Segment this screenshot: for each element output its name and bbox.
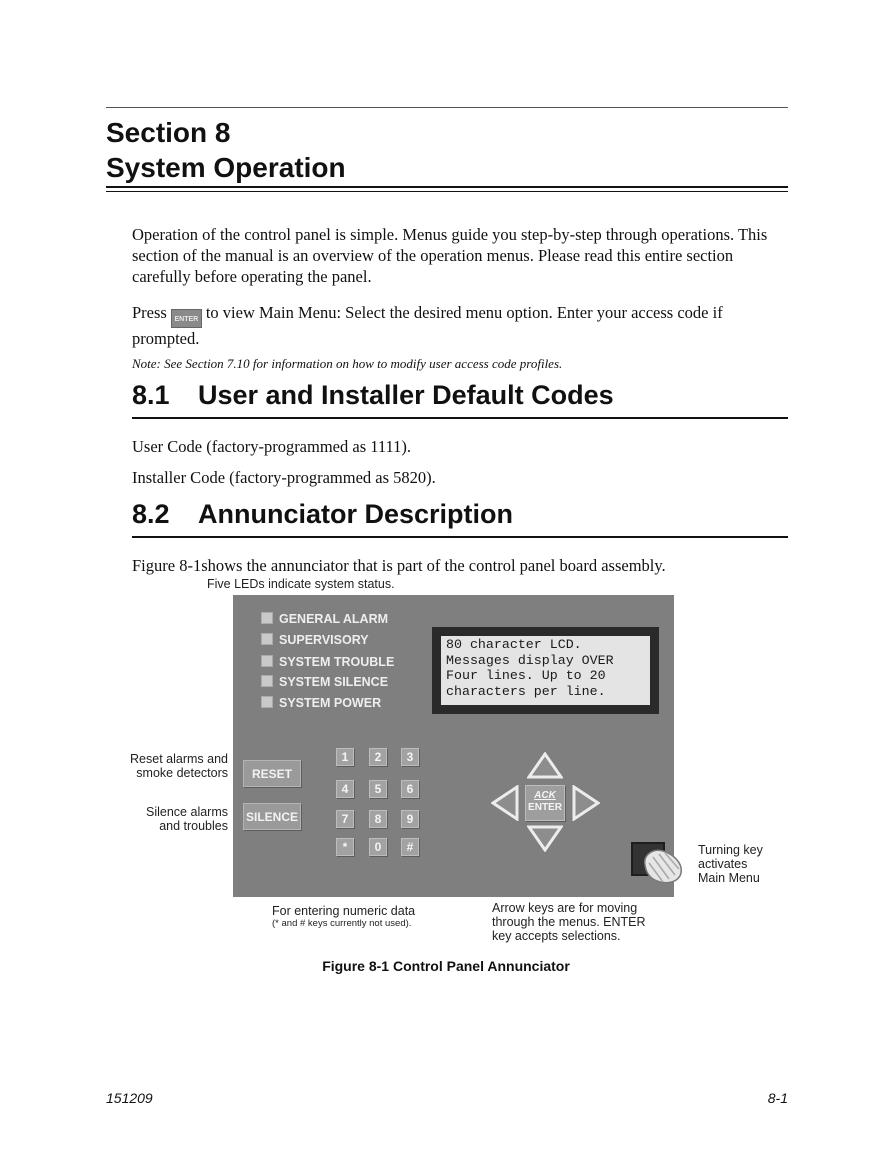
arrow-left-icon: [493, 787, 517, 819]
arrow-left-button[interactable]: [491, 785, 519, 821]
user-code-line: User Code (factory-programmed as 1111).: [132, 437, 412, 456]
callout-reset: Reset alarms and smoke detectors: [130, 752, 228, 780]
ack-label: ACK: [534, 790, 556, 801]
press-text: Press: [132, 303, 167, 322]
led-indicator: [261, 696, 273, 708]
lcd-text: 80 character LCD. Messages display OVER Four lines. Up to 20 characters per line.: [441, 636, 650, 705]
section-number: Section 8: [106, 117, 231, 148]
footer-page-number: 8-1: [767, 1090, 788, 1106]
top-rule: [106, 107, 788, 108]
section-heading: [106, 115, 346, 185]
callout-leds: Five LEDs indicate system status.: [207, 577, 395, 591]
key-4[interactable]: 4: [336, 780, 354, 798]
led-supervisory: [261, 633, 369, 647]
key-1[interactable]: 1: [336, 748, 354, 766]
key-hash[interactable]: #: [401, 838, 419, 856]
led-label: SYSTEM POWER: [279, 696, 382, 710]
led-system-trouble: [261, 655, 394, 669]
figure-caption: Figure 8-1 Control Panel Annunciator: [322, 958, 570, 974]
led-indicator: [261, 633, 273, 645]
enter-label: ENTER: [528, 802, 562, 813]
arrow-down-icon: [529, 827, 561, 850]
heading-rule-lower: [106, 191, 788, 192]
ack-enter-button[interactable]: [525, 785, 565, 821]
key-0[interactable]: 0: [369, 838, 387, 856]
intro-paragraph: Operation of the control panel is simple. Menus guide you step-by-step through operations. This section of the manual is an overview of the operation menus. Please read this entire section carefully before operating the panel.: [132, 225, 768, 286]
note-text: Note: See Section 7.10 for information on how to modify user access code profiles.: [132, 356, 563, 371]
heading-8-2-title: Annunciator Description: [198, 499, 514, 529]
enter-key-icon: ENTER: [171, 309, 202, 328]
heading-8-1-number: 8.1: [132, 380, 170, 410]
led-label: GENERAL ALARM: [279, 612, 389, 626]
footer-doc-number: 151209: [106, 1090, 153, 1106]
key-3[interactable]: 3: [401, 748, 419, 766]
led-general-alarm: [261, 612, 388, 626]
led-label: SYSTEM TROUBLE: [279, 655, 395, 669]
lcd-display: [432, 627, 659, 714]
arrow-down-button[interactable]: [527, 825, 563, 852]
arrow-up-icon: [529, 754, 561, 777]
press-enter-paragraph: [132, 302, 782, 349]
arrow-right-icon: [574, 787, 598, 819]
reset-button[interactable]: RESET: [243, 760, 301, 787]
key-star[interactable]: *: [336, 838, 354, 856]
heading-8-2: [132, 498, 513, 530]
led-indicator: [261, 675, 273, 687]
arrow-right-button[interactable]: [572, 785, 600, 821]
led-label: SUPERVISORY: [279, 633, 369, 647]
key-2[interactable]: 2: [369, 748, 387, 766]
figure-intro-line: Figure 8-1shows the annunciator that is part of the control panel board assembly.: [132, 556, 666, 575]
led-indicator: [261, 612, 273, 624]
led-system-power: [261, 696, 381, 710]
led-label: SYSTEM SILENCE: [279, 675, 389, 689]
arrow-up-button[interactable]: [527, 752, 563, 779]
heading-8-1: [132, 379, 614, 411]
heading-8-1-rule: [132, 417, 788, 419]
key-5[interactable]: 5: [369, 780, 387, 798]
key-7[interactable]: 7: [336, 810, 354, 828]
annunciator-panel: [233, 595, 674, 897]
turning-key-icon: [639, 845, 687, 887]
led-system-silence: [261, 675, 388, 689]
heading-8-1-title: User and Installer Default Codes: [198, 380, 614, 410]
key-9[interactable]: 9: [401, 810, 419, 828]
callout-key: Turning key activates Main Menu: [698, 843, 763, 885]
callout-numeric-note: (* and # keys currently not used).: [272, 918, 412, 929]
heading-8-2-number: 8.2: [132, 499, 170, 529]
installer-code-line: Installer Code (factory-programmed as 5820).: [132, 468, 436, 487]
heading-8-2-rule: [132, 536, 788, 538]
section-title: System Operation: [106, 152, 346, 183]
key-6[interactable]: 6: [401, 780, 419, 798]
heading-rule-upper: [106, 186, 788, 188]
callout-arrows: Arrow keys are for moving through the menus. ENTER key accepts selections.: [492, 901, 646, 943]
callout-silence: Silence alarms and troubles: [146, 805, 228, 833]
press-instruction: to view Main Menu: Select the desired menu option. Enter your access code if prompted.: [132, 303, 723, 348]
key-8[interactable]: 8: [369, 810, 387, 828]
silence-button[interactable]: SILENCE: [243, 803, 301, 830]
callout-numeric: For entering numeric data: [272, 904, 416, 918]
led-indicator: [261, 655, 273, 667]
